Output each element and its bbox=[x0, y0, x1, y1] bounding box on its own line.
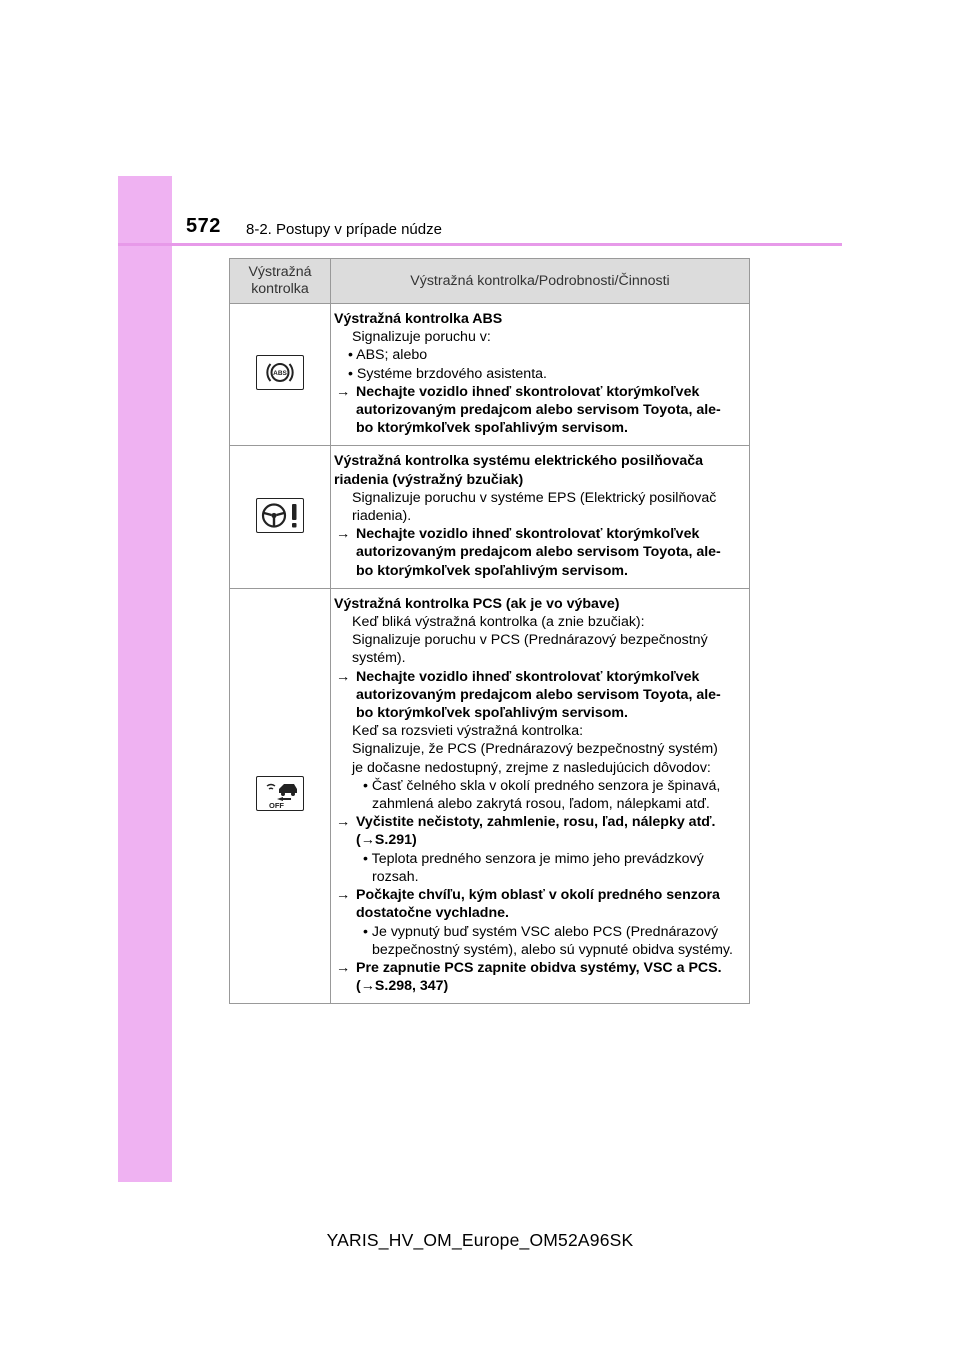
arrow-icon: → bbox=[336, 383, 351, 400]
page-number: 572 bbox=[186, 215, 221, 237]
column-header-details: Výstražná kontrolka/Podrobnosti/Činnosti bbox=[331, 259, 750, 304]
icon-cell bbox=[230, 304, 331, 446]
pcs-off-warning-icon bbox=[256, 776, 304, 811]
table-row bbox=[230, 588, 750, 1003]
table-row bbox=[230, 304, 750, 446]
warning-lights-table bbox=[229, 258, 750, 1004]
header-divider bbox=[118, 243, 842, 246]
section-title: 8-2. Postupy v prípade núdze bbox=[246, 221, 442, 238]
column-header-icon: Výstražná kontrolka bbox=[230, 259, 331, 304]
arrow-icon: → bbox=[360, 832, 375, 849]
svg-text:ABS: ABS bbox=[273, 370, 287, 378]
table-row bbox=[230, 446, 750, 588]
arrow-icon: → bbox=[336, 959, 351, 976]
details-cell: Výstražná kontrolka PCS (ak je vo výbave) Keď bliká výstražná kontrolka (a znie bzučiak): Signalizuje poruchu v PCS (Prednárazový bezpečnostný systém). → Nechajte vozidlo ihneď skontrolovať ktorýmkoľvek autorizovaným predajcom alebo servisom Toyota, ale- bo ktorýmkoľvek spoľahlivým servisom. Keď sa rozsvieti výstražná kontrolka: Signalizuje, že PCS (Prednárazový bezpečnostný systém) je dočasne nedostupný, zrejme z nasledujúcich dôvodov: • Časť čelného skla v okolí predného senzora je špinavá, zahmlená alebo zakrytá rosou, ľadom, nálepkami atď. → Vyčistite nečistoty, zahmlenie, rosu, ľad, nálepky atď. (→S.291) • Teplota predného senzora je mimo jeho prevádzkový rozsah. → Počkajte chvíľu, kým oblasť v okolí predného senzora dostatočne vychladne. • Je vypnutý buď systém VSC alebo PCS (Prednárazový bezpečnostný systém), alebo sú vypnuté obidva systémy. → Pre zapnutie PCS zapnite obidva systémy, VSC a PCS. (→S.298, 347) bbox=[331, 588, 750, 1003]
icon-cell bbox=[230, 446, 331, 588]
pcs-off-icon-label: OFF bbox=[269, 801, 284, 811]
power-steering-warning-icon bbox=[256, 498, 304, 533]
arrow-icon: → bbox=[336, 668, 351, 685]
details-cell: Výstražná kontrolka ABS Signalizuje poruchu v: • ABS; alebo • Systéme brzdového asistenta. → Nechajte vozidlo ihneď skontrolovať ktorýmkoľvek autorizovaným predajcom alebo servisom Toyota, ale- bo ktorýmkoľvek spoľahlivým servisom. bbox=[331, 304, 750, 446]
icon-cell bbox=[230, 588, 331, 1003]
arrow-icon: → bbox=[336, 887, 351, 904]
arrow-icon: → bbox=[336, 814, 351, 831]
chapter-sidebar-tab bbox=[118, 176, 172, 1182]
document-code: YARIS_HV_OM_Europe_OM52A96SK bbox=[326, 1230, 634, 1250]
table-header-row bbox=[230, 259, 750, 304]
arrow-icon: → bbox=[360, 978, 375, 995]
arrow-icon: → bbox=[336, 526, 351, 543]
abs-warning-icon bbox=[256, 355, 304, 390]
details-cell: Výstražná kontrolka systému elektrického posilňovača riadenia (výstražný bzučiak) Signalizuje poruchu v systéme EPS (Elektrický posilňovač riadenia). → Nechajte vozidlo ihneď skontrolovať ktorýmkoľvek autorizovaným predajcom alebo servisom Toyota, ale- bo ktorýmkoľvek spoľahlivým servisom. bbox=[331, 446, 750, 588]
